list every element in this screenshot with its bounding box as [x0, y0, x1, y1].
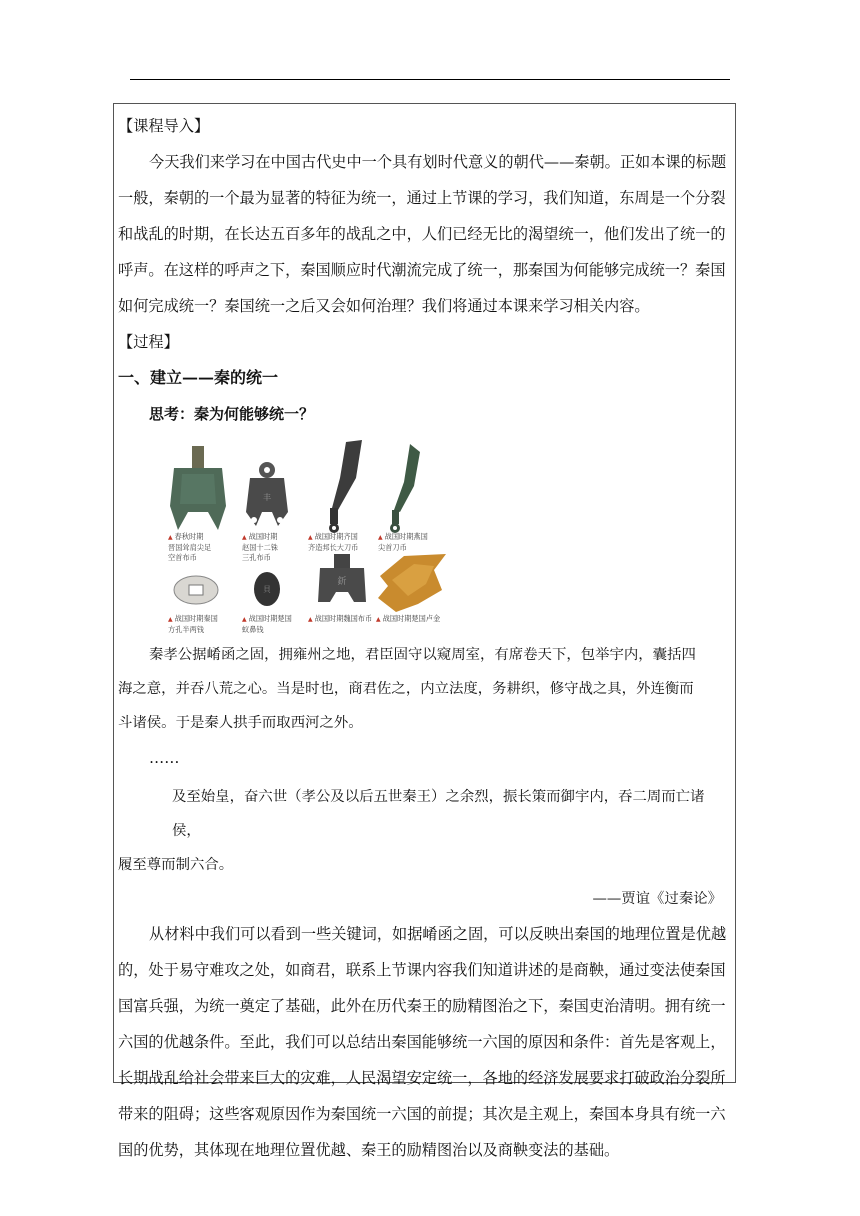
header-rule — [130, 79, 730, 80]
coin-caption: ▲ 战国时期楚国卢金 — [376, 614, 441, 623]
analysis-line: 国的优势，其体现在地理位置优越、秦王的励精图治以及商鞅变法的基础。 — [118, 1141, 620, 1159]
intro-line: 呼声。在这样的呼声之下，秦国顺应时代潮流完成了统一，那秦国为何能够完成统一？秦国 — [118, 261, 726, 279]
analysis-line: 的，处于易守难攻之处，如商君，联系上节课内容我们知道讲述的是商鞅，通过变法使秦国 — [118, 961, 726, 979]
svg-text:貝: 貝 — [263, 585, 271, 594]
coin-caption: ▲ 战国时期 赵国十二铢 三孔布币 — [242, 532, 278, 562]
process-heading: 【过程】 — [118, 333, 179, 351]
qi-knife-coin-image — [316, 438, 366, 534]
analysis-line: 六国的优越条件。至此，我们可以总结出秦国能够统一六国的原因和条件：首先是客观上， — [118, 1033, 726, 1051]
analysis-line: 带来的阻碍；这些客观原因作为秦国统一六国的前提；其次是主观上，秦国本身具有统一六 — [118, 1105, 726, 1123]
lesson-content — [118, 108, 730, 1168]
svg-text:釿: 釿 — [337, 577, 347, 587]
analysis-line: 从材料中我们可以看到一些关键词，如据崤函之固，可以反映出秦国的地理位置是优越 — [149, 925, 727, 943]
ancient-coins-figure — [168, 438, 468, 634]
intro-line: 今天我们来学习在中国古代史中一个具有划时代意义的朝代——秦朝。正如本课的标题 — [149, 153, 727, 171]
coin-caption: ▲ 战国时期燕国 尖首刀币 — [378, 532, 428, 552]
intro-heading: 【课程导入】 — [118, 117, 210, 135]
coin-caption: ▲ 春秋时期 晋国耸肩尖足 空首布币 — [168, 532, 212, 562]
quote-line: 及至始皇，奋六世（孝公及以后五世秦王）之余烈，振长策而御宇内，吞二周而亡诸侯， — [172, 789, 705, 839]
quote-line: 斗诸侯。于是秦人拱手而取西河之外。 — [118, 715, 363, 731]
wei-spade-coin-image — [314, 554, 370, 610]
quote-source: ——贾谊《过秦论》 — [592, 891, 722, 907]
intro-line: 一般，秦朝的一个最为显著的特征为统一，通过上节课的学习，我们知道，东周是一个分裂 — [118, 189, 726, 207]
coin-caption: ▲ 战国时期魏国布币 — [308, 614, 373, 623]
intro-line: 和战乱的时期，在长达五百多年的战乱之中，人们已经无比的渴望统一，他们发出了统一的 — [118, 225, 726, 243]
coin-caption: ▲ 战国时期楚国 蚁鼻钱 — [242, 614, 292, 634]
section-title: 一、建立——秦的统一 — [118, 368, 279, 387]
banliang-coin-image — [172, 574, 220, 606]
quote-line: 履至尊而制六合。 — [118, 857, 234, 873]
gold-plate-image — [374, 550, 450, 614]
analysis-line: 长期战乱给社会带来巨大的灾难，人民渴望安定统一，各地的经济发展要求打破政治分裂所 — [118, 1069, 726, 1087]
three-hole-coin-image — [242, 460, 292, 530]
analysis-line: 国富兵强，为统一奠定了基础，此外在历代秦王的励精图治之下，秦国吏治清明。拥有统一 — [118, 997, 726, 1015]
spade-coin-image — [168, 446, 228, 532]
quote-line: 秦孝公据崤函之固，拥雍州之地，君臣固守以窥周室，有席卷天下，包举宇内，囊括四 — [149, 647, 696, 663]
think-question: 思考：秦为何能够统一？ — [149, 405, 315, 423]
ant-nose-coin-image — [252, 570, 282, 608]
quote-line: 海之意，并吞八荒之心。当是时也，商君佐之，内立法度，务耕织，修守战之具，外连衡而 — [118, 681, 694, 697]
coin-caption: ▲ 战国时期秦国 方孔半两钱 — [168, 614, 218, 634]
svg-text:丰: 丰 — [263, 493, 271, 502]
yan-knife-coin-image — [378, 442, 428, 534]
intro-line: 如何完成统一？秦国统一之后又会如何治理？我们将通过本课来学习相关内容。 — [118, 297, 650, 315]
coin-caption: ▲ 战国时期齐国 齐造邦长大刀币 — [308, 532, 359, 552]
quote-ellipsis: …… — [149, 749, 180, 767]
